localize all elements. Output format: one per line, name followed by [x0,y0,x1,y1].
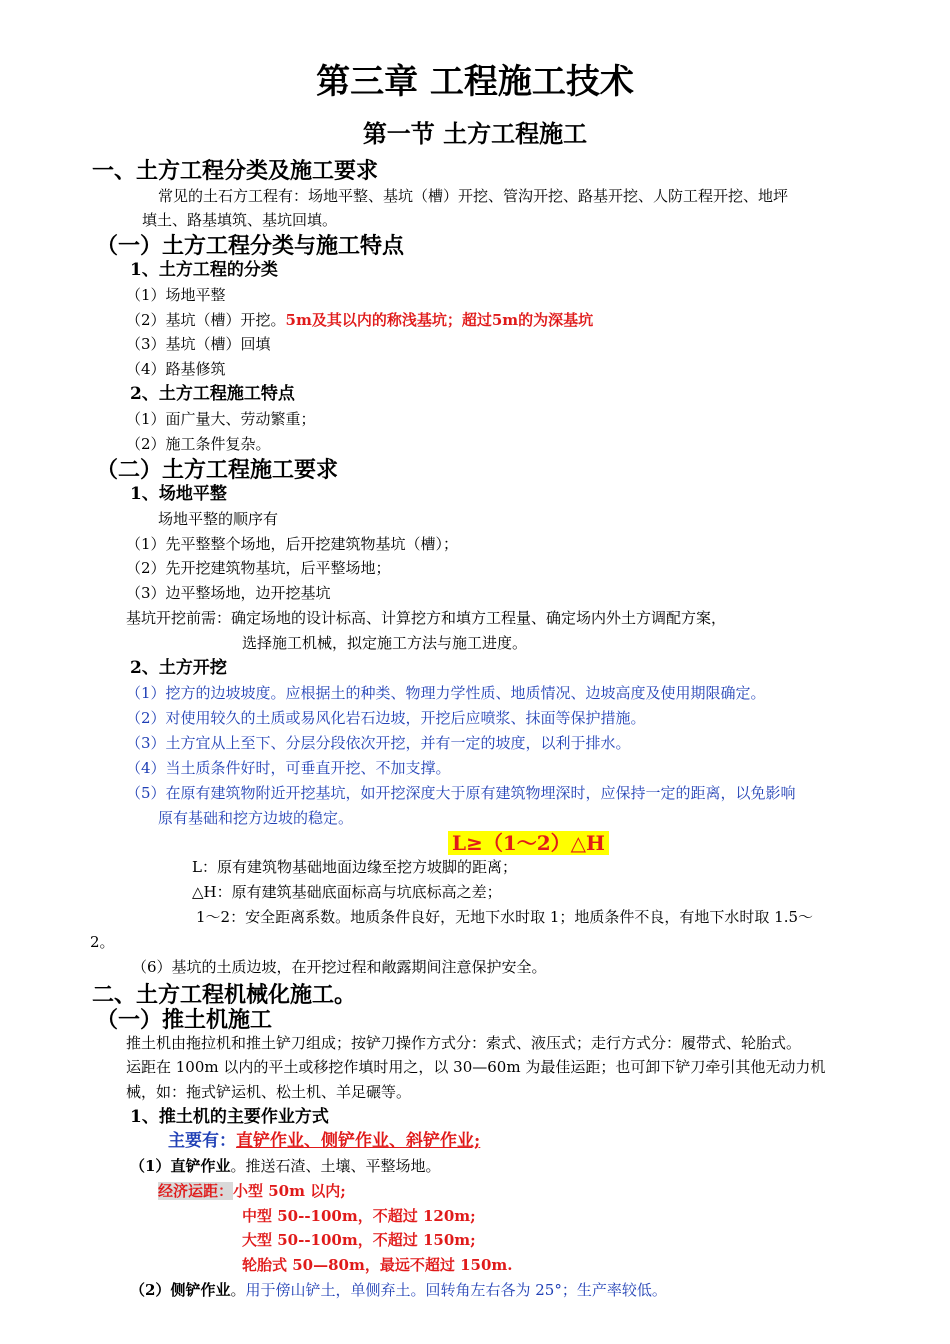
excavation-item-6: （6）基坑的土质边坡，在开挖过程和敞露期间注意保护安全。 [132,958,547,976]
definition-coefficient-line-2: 2。 [90,933,115,951]
feature-item-2: （2）施工条件复杂。 [126,435,271,453]
definition-coefficient-line-1: 1～2：安全距离系数。地质条件良好，无地下水时取 1；地质条件不良，有地下水时取 1.5～ [196,908,814,926]
classify-item-3: （3）基坑（槽）回填 [126,335,271,353]
site-intro: 场地平整的顺序有 [158,510,279,528]
classify-item-2 [126,311,593,329]
mode-item-2-name: 侧铲作业 [170,1281,231,1299]
intro-line-2: 填土、路基填筑、基坑回填。 [142,211,338,229]
heading-operation-modes: 1、推土机的主要作业方式 [130,1107,329,1127]
main-modes-list: 直铲作业、侧铲作业、斜铲作业; [236,1131,481,1151]
subheading-2-1: （一）推土机施工 [96,1007,273,1033]
pre-excavation-line-1: 基坑开挖前需：确定场地的设计标高、计算挖方和填方工程量、确定场内外土方调配方案， [126,609,727,627]
heading-site: 1、场地平整 [130,484,227,504]
order-item-2: （2）先开挖建筑物基坑，后平整场地； [126,559,391,577]
section-title: 第一节 土方工程施工 [362,119,588,148]
mode-item-2 [130,1281,667,1299]
main-modes [168,1131,480,1151]
heading-excavation: 2、土方开挖 [130,658,227,678]
order-item-3: （3）边平整场地，边开挖基坑 [126,584,331,602]
heading-features: 2、土方工程施工特点 [130,384,295,404]
classify-item-4: （4）路基修筑 [126,360,226,378]
excavation-item-5-line-1: （5）在原有建筑物附近开挖基坑，如开挖深度大于原有建筑物埋深时，应保持一定的距离，以免影响 [126,784,796,802]
heading-1: 一、土方工程分类及施工要求 [92,158,379,184]
definition-delta-h: △H：原有建筑基础底面标高与坑底标高之差； [192,883,502,901]
excavation-item-5-line-2: 原有基础和挖方边坡的稳定。 [158,809,354,827]
bulldozer-paragraph-line-2: 运距在 100m 以内的平土或移挖作填时用之，以 30—60m 为最佳运距；也可卸下铲刀牵引其他无动力机 [126,1058,826,1076]
heading-2: 二、土方工程机械化施工。 [92,982,357,1008]
mode-item-1-text: 。推送石渣、土壤、平整场地。 [230,1157,441,1175]
feature-item-1: （1）面广量大、劳动繁重； [126,410,316,428]
mode-item-2-text: 用于傍山铲土，单侧弃土。回转角左右各为 25°；生产率较低。 [245,1281,667,1299]
distance-formula: L≥（1～2）△H [448,831,609,855]
economic-distance-small: 小型 50m 以内; [233,1182,346,1200]
chapter-title: 第三章 工程施工技术 [316,62,634,102]
heading-classify: 1、土方工程的分类 [130,260,278,280]
pre-excavation-line-2: 选择施工机械，拟定施工方法与施工进度。 [242,634,528,652]
classify-item-2-text: （2）基坑（槽）开挖。 [126,311,286,329]
intro-line-1: 常见的土石方工程有：场地平整、基坑（槽）开挖、管沟开挖、路基开挖、人防工程开挖、地坪 [158,187,789,205]
mode-item-2-separator: 。 [230,1281,246,1299]
classify-item-2-note: 5m及其以内的称浅基坑；超过5m的为深基坑 [285,311,594,329]
classify-item-1: （1）场地平整 [126,286,226,304]
economic-distance-label: 经济运距： [158,1182,234,1200]
mode-item-1-name: 直铲作业 [170,1157,231,1175]
excavation-item-3: （3）土方宜从上至下、分层分段依次开挖，并有一定的坡度，以利于排水。 [126,734,631,752]
subheading-1-2: （二）土方工程施工要求 [96,457,339,483]
excavation-item-1: （1）挖方的边坡坡度。应根据土的种类、物理力学性质、地质情况、边坡高度及使用期限确定。 [126,684,766,702]
mode-item-1-number: （1） [130,1157,171,1175]
excavation-item-4: （4）当土质条件好时，可垂直开挖、不加支撑。 [126,759,451,777]
bulldozer-paragraph-line-3: 械，如：拖式铲运机、松土机、羊足碾等。 [126,1083,412,1101]
economic-distance-medium: 中型 50--100m，不超过 120m; [242,1207,476,1225]
bulldozer-paragraph-line-1: 推土机由拖拉机和推土铲刀组成；按铲刀操作方式分：索式、液压式；走行方式分：履带式、轮胎式。 [126,1034,802,1052]
economic-distance-large: 大型 50--100m，不超过 150m; [242,1231,476,1249]
economic-distance [158,1182,346,1200]
main-modes-label: 主要有： [168,1131,236,1151]
excavation-item-2: （2）对使用较久的土质或易风化岩石边坡，开挖后应喷浆、抹面等保护措施。 [126,709,646,727]
mode-item-1 [130,1157,440,1175]
order-item-1: （1）先平整整个场地，后开挖建筑物基坑（槽）； [126,535,459,553]
mode-item-2-number: （2） [130,1281,171,1299]
economic-distance-wheeled: 轮胎式 50—80m，最远不超过 150m. [242,1256,513,1274]
definition-l: L：原有建筑物基础地面边缘至挖方坡脚的距离； [192,858,517,876]
subheading-1-1: （一）土方工程分类与施工特点 [96,233,405,259]
